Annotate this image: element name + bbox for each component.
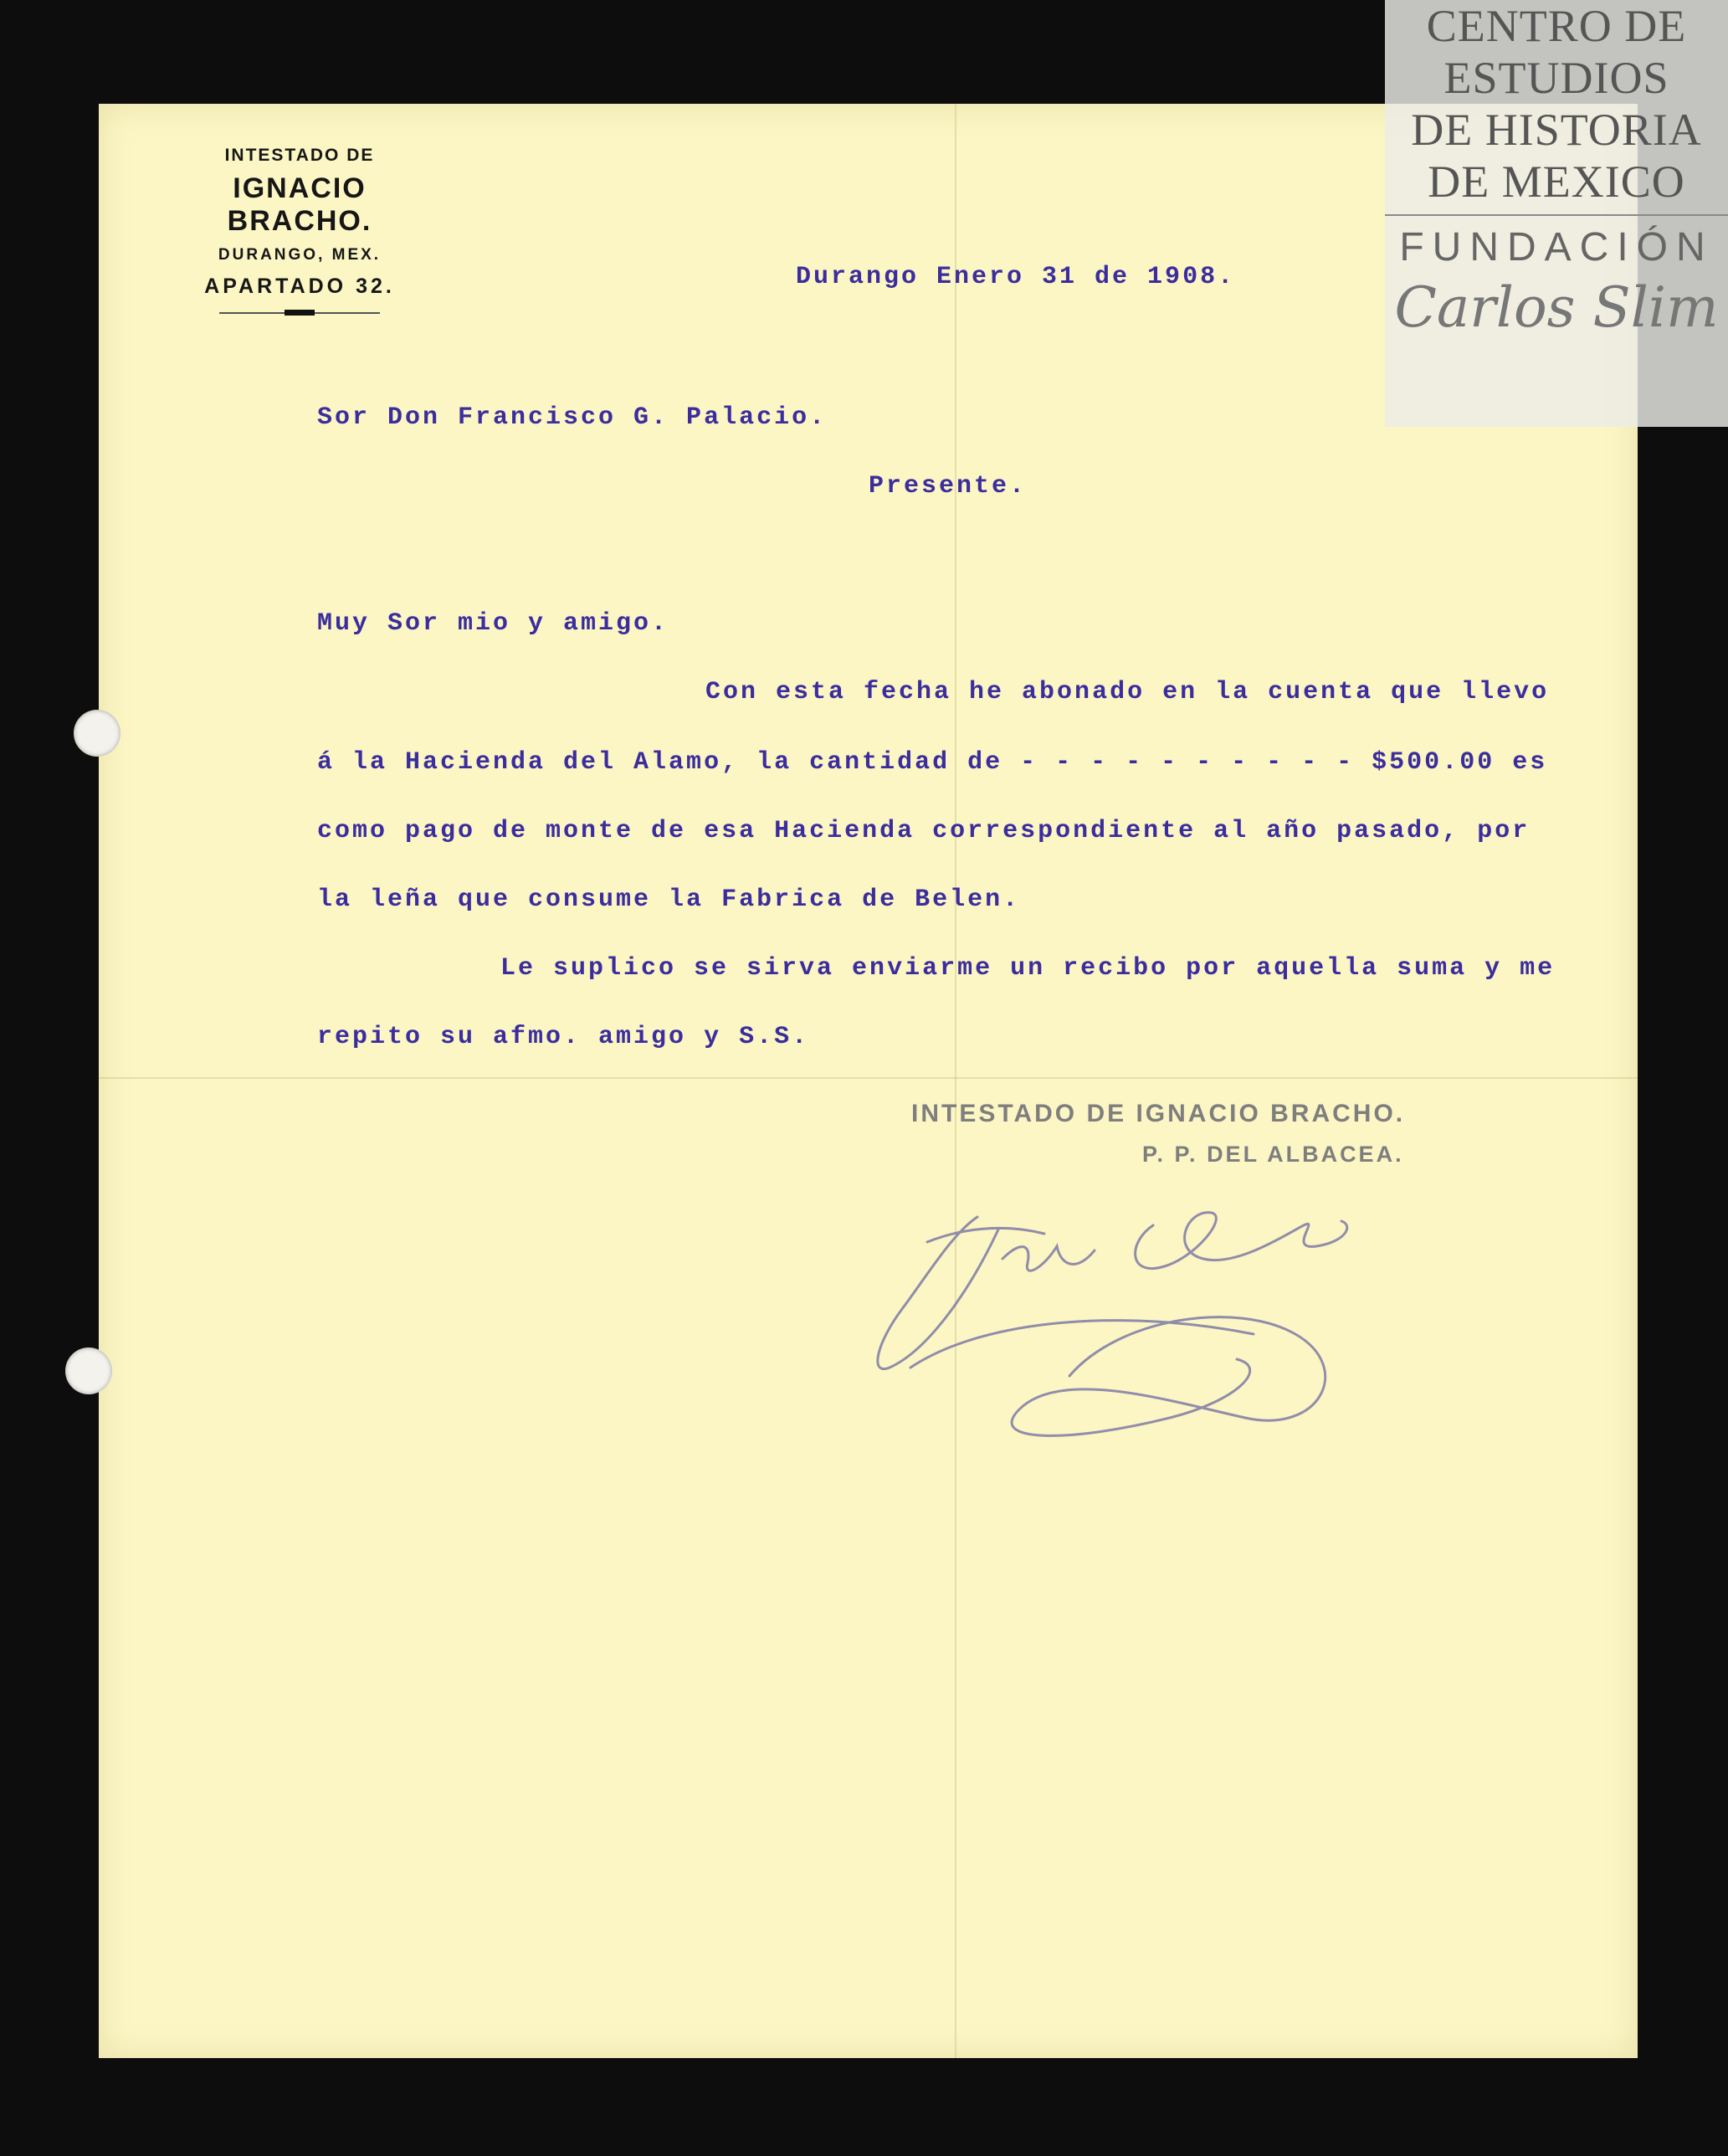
letterhead-name: IGNACIO BRACHO. <box>227 172 372 237</box>
watermark-line-2: ESTUDIOS <box>1443 53 1669 103</box>
letter-body-line-3: como pago de monte de esa Hacienda correspondiente al año pasado, por <box>317 817 1531 845</box>
stamp-albacea: P. P. DEL ALBACEA. <box>1142 1142 1404 1167</box>
letter-date: Durango Enero 31 de 1908. <box>796 263 1236 291</box>
watermark-line-3: DE HISTORIA <box>1411 105 1702 155</box>
watermark-fundacion: FUNDACIÓN <box>1399 225 1714 270</box>
watermark-line-1: CENTRO DE <box>1426 1 1687 51</box>
letter-body-line-1: Con esta fecha he abonado en la cuenta que llevo <box>705 678 1550 706</box>
letterhead-city: DURANGO, MEX. <box>218 246 382 264</box>
watermark-line-4: DE MEXICO <box>1428 157 1685 207</box>
watermark-divider <box>1385 214 1728 216</box>
fold-line-horizontal <box>99 1077 1638 1079</box>
letter-body-line-4: la leña que consume la Fabrica de Belen. <box>317 886 1021 914</box>
stamp-intestado: INTESTADO DE IGNACIO BRACHO. <box>911 1100 1406 1127</box>
letter-presente: Presente. <box>869 472 1028 501</box>
letterhead-box: APARTADO 32. <box>204 275 395 298</box>
punch-hole-lower <box>65 1348 112 1394</box>
fold-line-vertical <box>955 104 956 2058</box>
letter-body-line-6: repito su afmo. amigo y S.S. <box>317 1023 810 1051</box>
letter-body-line-2: á la Hacienda del Alamo, la cantidad de - - - - - - - - - - $500.00 es <box>317 748 1548 777</box>
archive-watermark <box>1385 0 1728 427</box>
letter-salutation: Muy Sor mio y amigo. <box>317 609 669 638</box>
punch-hole-upper <box>74 710 120 757</box>
watermark-carlos-slim: Carlos Slim <box>1394 275 1719 340</box>
letterhead <box>157 146 442 314</box>
letterhead-intestado: INTESTADO DE <box>224 146 375 165</box>
signature-graphic <box>852 1167 1371 1485</box>
letter-addressee: Sor Don Francisco G. Palacio. <box>317 403 828 432</box>
letter-body-line-5: Le suplico se sirva enviarme un recibo por aquella suma y me <box>500 954 1556 983</box>
letterhead-rule <box>219 312 380 314</box>
